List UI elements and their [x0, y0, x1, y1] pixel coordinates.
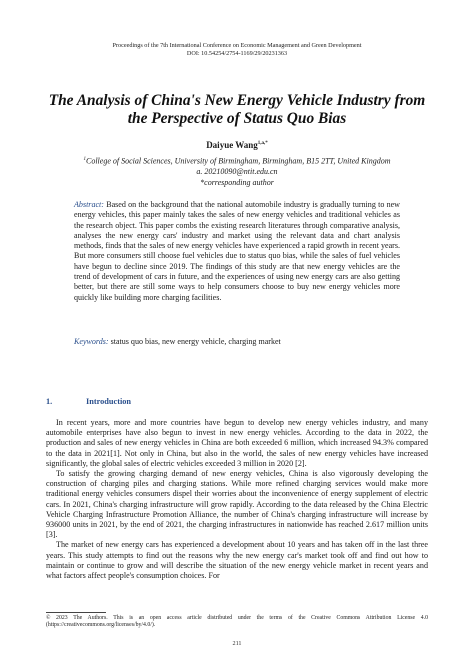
doi: DOI: 10.54254/2754-1169/29/20231363 [186, 50, 288, 57]
paragraph: To satisfy the growing charging demand of new energy vehicles, China is also vigorously developing the construction of charging piles and charging stations. While more refined charging services would make more traditional energy vehicles consumers dispel their worries about the inconvenience of energy supplement of electric cars. In 2021, China's charging infrastructure will grow rapidly. According to the data released by the China Electric Vehicle Charging Infrastructure Promotion Alliance, the number of China's charging infrastructure will increase by 936000 units in 2021, by the end of 2021, the charging infrastructures in nationwide has reached 2.617 million units [3]. [46, 469, 428, 540]
title-line-1: The Analysis of China's New Energy Vehicle Industry from [48, 92, 426, 109]
abstract-text: Based on the background that the national automobile industry is gradually turning to new energy vehicles, this paper mainly takes the sales of new energy vehicles and traditional vehicles as the research object. This paper combs the existing research literatures through comparative analysis, analyses the new energy cars' industry and market using the relevant data and chart analysis methods, finds that the sales of new energy vehicles have experienced a rapid growth in recent years. But more consumers still choose fuel vehicles due to status quo bias, while the sales of fuel vehicles have begun to decline since 2019. The findings of this study are that new energy vehicles are the trend of development of cars in future, and the experiences of using new energy cars are also getting better, but there are still some ways to help consumers choose to buy new energy vehicles more quickly like building more charging facilities. [74, 200, 400, 302]
corresponding-author-note: *corresponding author [200, 177, 274, 187]
affiliation [30, 155, 444, 188]
paragraph: In recent years, more and more countries have begun to develop new energy vehicles industry, and many automobile enterprises have also begun to invest in new energy vehicles. According to the data in 2022, the production and sales of new energy vehicles in China are both exceeded 6 million, which increased 94.3% compared to the data in 2021[1]. Not only in China, but also in the world, the sales of new energy vehicles have increased significantly, the global sales of electric vehicles exceeded 3 million in 2020 [2]. [46, 418, 428, 468]
affiliation-sup: 1 [83, 157, 86, 162]
section-heading [46, 397, 131, 406]
body-text [46, 418, 428, 581]
abstract [74, 200, 400, 303]
proceedings-name: Proceedings of the 7th International Conference on Economic Management and Green Development [112, 42, 362, 49]
footnote-divider [46, 612, 106, 613]
author [40, 140, 434, 150]
section-title: Introduction [86, 397, 132, 406]
affiliation-institution: College of Social Sciences, University of Birmingham, Birmingham, B15 2TT, United Kingdom [86, 156, 391, 166]
abstract-label: Abstract: [74, 200, 104, 209]
author-superscript: 1,a,* [257, 141, 268, 146]
page-number: 211 [232, 640, 242, 647]
author-name: Daiyue Wang [206, 140, 258, 150]
paragraph: The market of new energy cars has experienced a development about 10 years and has taken off in the last three years. This study attempts to find out the reasons why the new energy car's market took off and find out how to maintain or continue to grow and will describe the situation of the new energy vehicle market in recent years and what factors affect people's consumption choices. For [46, 540, 428, 581]
author-email: a. 20210090@ntit.edu.cn [196, 167, 278, 177]
section-number: 1. [46, 397, 53, 406]
keywords-label: Keywords: [74, 337, 109, 346]
paper-title [30, 92, 444, 128]
keywords [74, 337, 400, 346]
title-line-2: the Perspective of Status Quo Bias [127, 110, 347, 127]
copyright-footnote: © 2023 The Authors. This is an open access article distributed under the terms of the Creative Commons Attribution License 4.0 (https://creativecommons.org/licenses/by/4.0/). [46, 615, 428, 629]
proceedings-header [40, 42, 434, 58]
keywords-text: status quo bias, new energy vehicle, charging market [110, 337, 281, 346]
